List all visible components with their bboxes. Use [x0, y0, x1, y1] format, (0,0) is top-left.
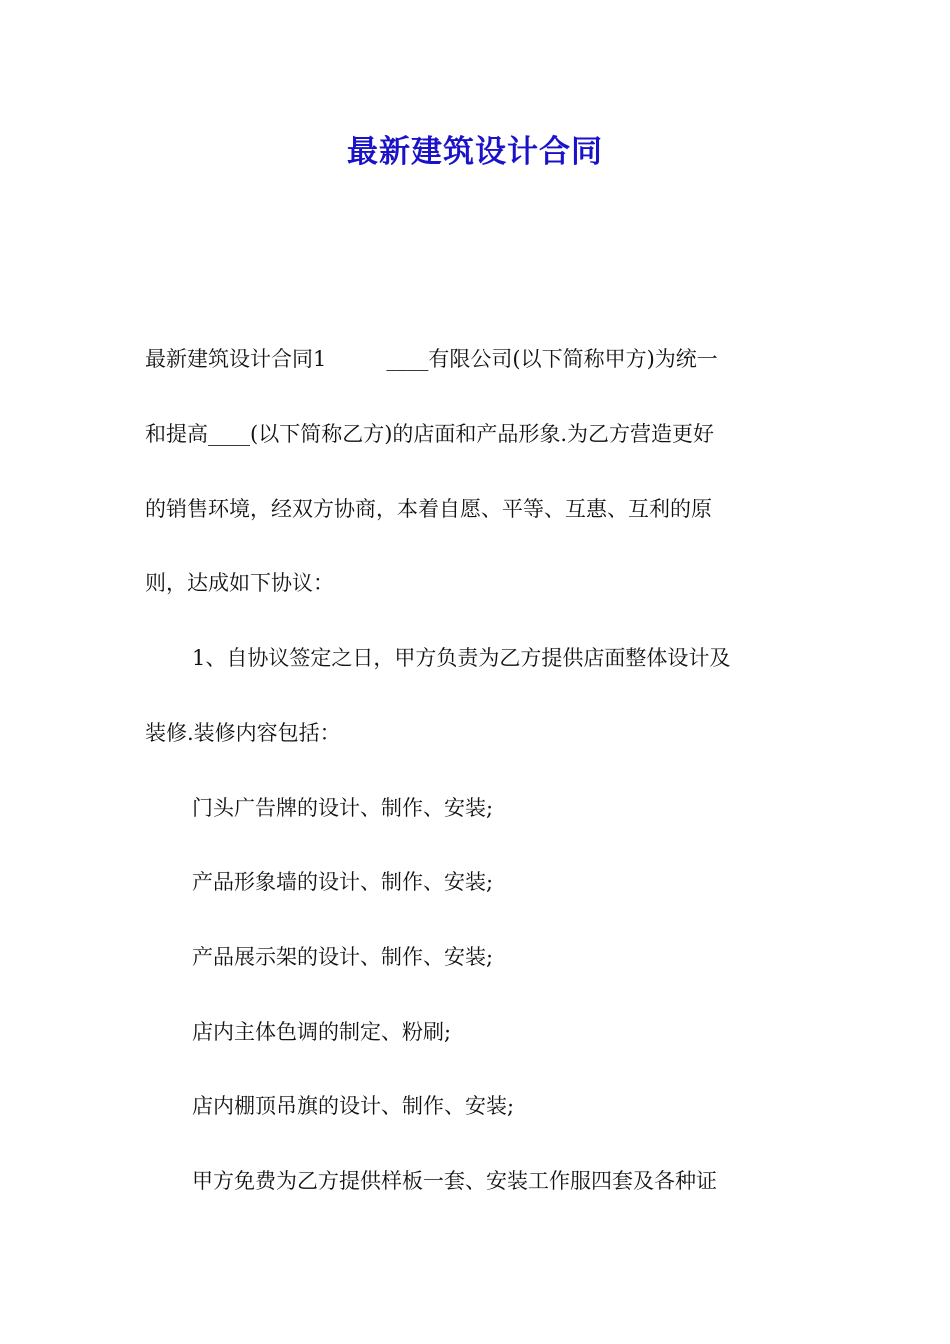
list-item: 店内棚顶吊旗的设计、制作、安装; [192, 1094, 515, 1118]
paragraph-2-line-1: 1、自协议签定之日，甲方负责为乙方提供店面整体设计及 [192, 646, 731, 670]
paragraph-1-line-2: 和提高____(以下简称乙方)的店面和产品形象.为乙方营造更好 [145, 422, 715, 446]
paragraph-2-line-2: 装修.装修内容包括： [145, 721, 341, 745]
list-item: 产品形象墙的设计、制作、安装; [192, 870, 494, 894]
list-item: 门头广告牌的设计、制作、安装; [192, 796, 494, 820]
paragraph-1-line-3: 的销售环境，经双方协商，本着自愿、平等、互惠、互利的原 [145, 497, 712, 521]
contract-heading-inline: 最新建筑设计合同1 [145, 347, 327, 371]
list-item: 店内主体色调的制定、粉刷; [192, 1020, 452, 1044]
list-item: 产品展示架的设计、制作、安装; [192, 945, 494, 969]
paragraph-1-line-1 [145, 344, 718, 374]
paragraph-3-line-1: 甲方免费为乙方提供样板一套、安装工作服四套及各种证 [192, 1169, 717, 1193]
paragraph-1-line-1-text: ____有限公司(以下简称甲方)为统一 [386, 347, 718, 371]
document-title: 最新建筑设计合同 [347, 134, 603, 170]
paragraph-1-line-4: 则，达成如下协议： [145, 571, 334, 595]
